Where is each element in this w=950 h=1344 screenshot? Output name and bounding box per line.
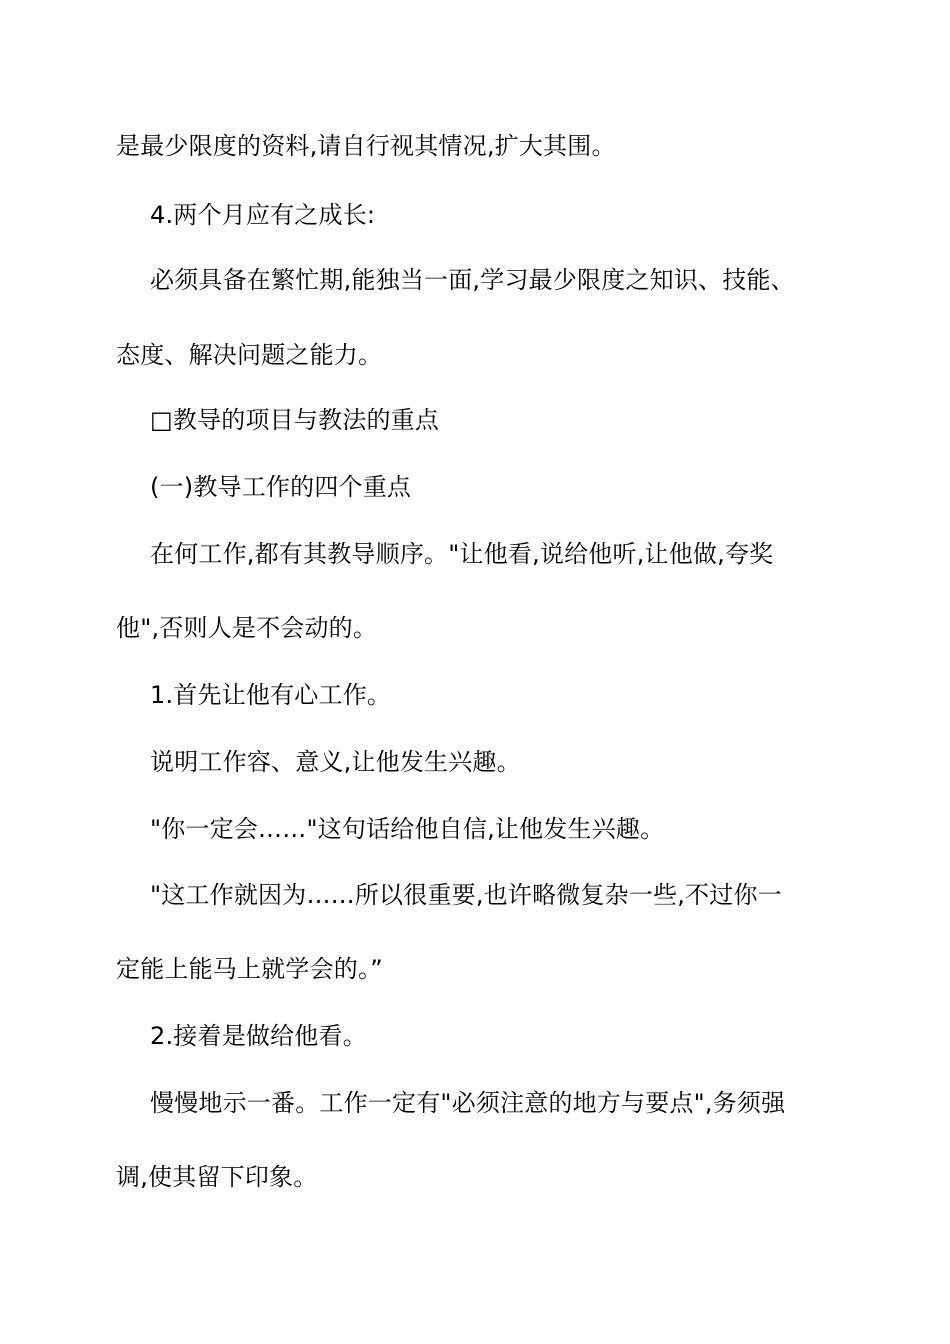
- text-line-10: 说明工作容、意义,让他发生兴趣。: [150, 748, 521, 776]
- text-line-13: 定能上能马上就学会的。”: [116, 955, 383, 983]
- text-line-1: 是最少限度的资料,请自行视其情况,扩大其围。: [116, 132, 616, 160]
- text-line-4: 态度、解决问题之能力。: [116, 341, 383, 369]
- text-line-15: 慢慢地示一番。工作一定有"必须注意的地方与要点",务须强: [150, 1089, 786, 1117]
- text-line-16: 调,使其留下印象。: [116, 1163, 318, 1191]
- subsection-heading: (一)教导工作的四个重点: [150, 473, 412, 501]
- text-line-14: 2.接着是做给他看。: [150, 1022, 367, 1050]
- text-line-11: "你一定会……"这句话给他自信,让他发生兴趣。: [150, 815, 665, 843]
- text-line-3: 必须具备在繁忙期,能独当一面,学习最少限度之知识、技能、: [150, 266, 795, 294]
- text-line-9: 1.首先让他有心工作。: [150, 681, 392, 709]
- text-line-8: 他",否则人是不会动的。: [116, 614, 378, 642]
- text-line-12: "这工作就因为……所以很重要,也许略微复杂一些,不过你一: [150, 881, 782, 909]
- text-line-7: 在何工作,都有其教导顺序。"让他看,说给他听,让他做,夸奖: [150, 540, 774, 568]
- section-heading: □教导的项目与教法的重点: [150, 406, 440, 434]
- text-line-2: 4.两个月应有之成长:: [150, 201, 376, 229]
